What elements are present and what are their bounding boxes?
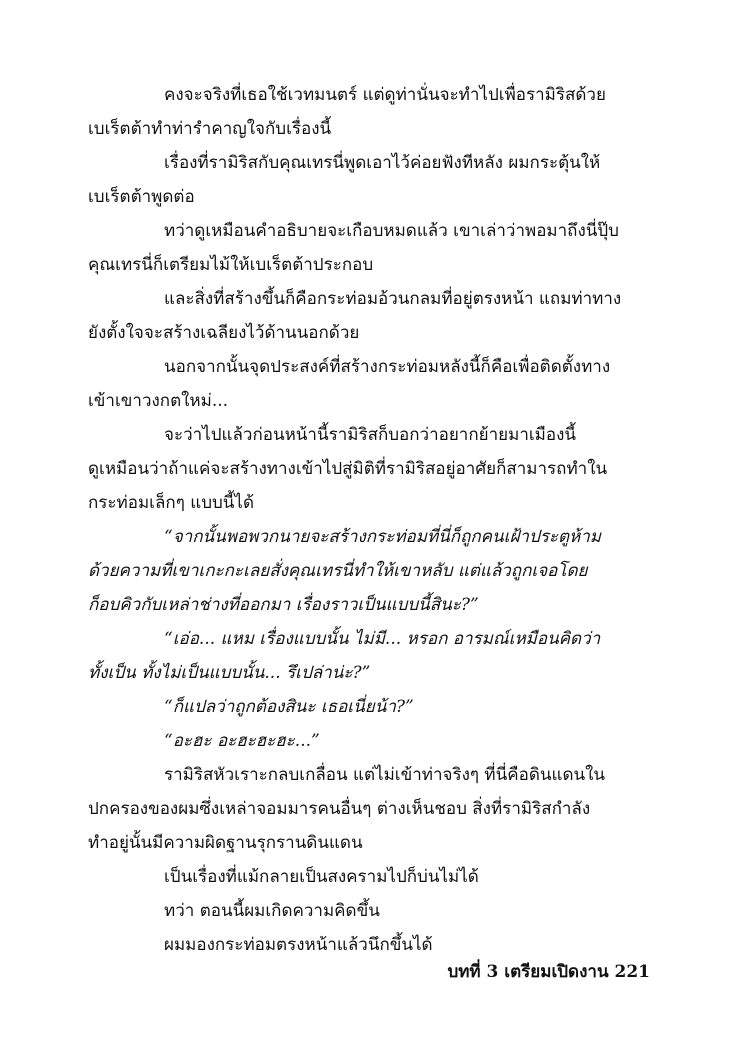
text-line: ผมมองกระท่อมตรงหน้าแล้วนึกขึ้นได้ (164, 935, 433, 955)
text-line: เรื่องที่รามิริสกับคุณเทรนี่พูดเอาไว้ค่อยฟังทีหลัง ผมกระตุ้นให้ (164, 153, 601, 173)
page-footer (447, 958, 650, 986)
dialogue-line: ทั้งเป็น ทั้งไม่เป็นแบบนั้น... รึเปล่าน่ะ?” (88, 663, 371, 683)
dialogue-line: “อะฮะ อะฮะฮะฮะ...” (164, 731, 320, 751)
text-line: กระท่อมเล็กๆ แบบนี้ได้ (88, 493, 254, 513)
dialogue-line: ก็อบคิวกับเหล่าช่างที่ออกมา เรื่องราวเป็นแบบนี้สินะ?” (88, 595, 479, 615)
text-line: ทว่าดูเหมือนคำอธิบายจะเกือบหมดแล้ว เขาเล่าว่าพอมาถึงนี่ปุ๊บ (164, 221, 619, 241)
dialogue-line: “จากนั้นพอพวกนายจะสร้างกระท่อมที่นี่ก็ถูกคนเฝ้าประตูห้าม (164, 527, 602, 547)
dialogue-line: ด้วยความที่เขาเกะกะเลยสั่งคุณเทรนี่ทำให้เขาหลับ แต่แล้วถูกเจอโดย (88, 561, 588, 581)
chapter-title: บทที่ 3 เตรียมเปิดงาน (447, 962, 609, 982)
text-line: นอกจากนั้นจุดประสงค์ที่สร้างกระท่อมหลังนี้ก็คือเพื่อติดตั้งทาง (164, 357, 611, 377)
text-line: เข้าเขาวงกตใหม่... (88, 391, 229, 411)
page-number: 221 (614, 962, 650, 982)
text-line: ทำอยู่นั้นมีความผิดฐานรุกรานดินแดน (88, 833, 363, 853)
text-line: เบเร็ตต้าทำท่ารำคาญใจกับเรื่องนี้ (88, 119, 332, 139)
dialogue-line: “ก็แปลว่าถูกต้องสินะ เธอเนี่ยน้า?” (164, 697, 414, 717)
text-line: คงจะจริงที่เธอใช้เวทมนตร์ แต่ดูท่านั่นจะทำไปเพื่อรามิริสด้วย (164, 85, 606, 105)
text-line: และสิ่งที่สร้างขึ้นก็คือกระท่อมอ้วนกลมที่อยู่ตรงหน้า แถมท่าทาง (164, 289, 622, 309)
text-line: ปกครองของผมซึ่งเหล่าจอมมารคนอื่นๆ ต่างเห็นชอบ สิ่งที่รามิริสกำลัง (88, 799, 591, 819)
text-line: เบเร็ตต้าพูดต่อ (88, 187, 195, 207)
dialogue-line: “เอ่อ... แหม เรื่องแบบนั้น ไม่มี... หรอก อารมณ์เหมือนคิดว่า (164, 629, 601, 649)
page-body (88, 78, 650, 962)
text-line: ดูเหมือนว่าถ้าแค่จะสร้างทางเข้าไปสู่มิติที่รามิริสอยู่อาศัยก็สามารถทำใน (88, 459, 608, 479)
text-line: ยังตั้งใจจะสร้างเฉลียงไว้ด้านนอกด้วย (88, 323, 360, 343)
text-line: จะว่าไปแล้วก่อนหน้านี้รามิริสก็บอกว่าอยากย้ายมาเมืองนี้ (164, 425, 577, 445)
text-line: คุณเทรนี่ก็เตรียมไม้ให้เบเร็ตต้าประกอบ (88, 255, 374, 275)
text-line: ทว่า ตอนนี้ผมเกิดความคิดขึ้น (164, 901, 380, 921)
text-line: รามิริสหัวเราะกลบเกลื่อน แต่ไม่เข้าท่าจริงๆ ที่นี่คือดินแดนใน (164, 765, 606, 785)
text-line: เป็นเรื่องที่แม้กลายเป็นสงครามไปก็บ่นไม่ได้ (164, 867, 479, 887)
